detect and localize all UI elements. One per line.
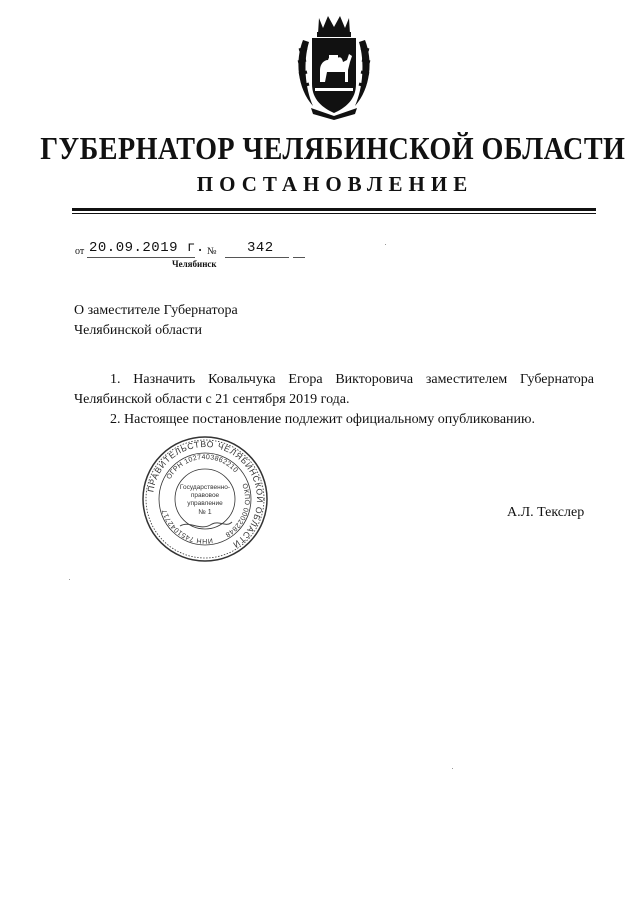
header-rule-thin	[72, 213, 596, 214]
subject-line-1: О заместителе Губернатора	[74, 303, 238, 318]
scan-speck	[385, 244, 386, 245]
document-number: 342	[247, 240, 274, 256]
number-prefix: №	[207, 246, 217, 257]
authority-title: ГУБЕРНАТОР ЧЕЛЯБИНСКОЙ ОБЛАСТИ	[40, 130, 626, 166]
seal-center-line-2: правовое	[190, 492, 220, 499]
seal-center-line-3: управление	[187, 500, 223, 507]
number-underline	[225, 257, 289, 258]
seal-signature-scribble	[180, 522, 232, 527]
document-date: 20.09.2019 г.	[89, 240, 205, 256]
date-underline	[87, 257, 195, 258]
seal-okpo: ОКПО 00022848	[223, 482, 251, 539]
scan-speck	[452, 768, 453, 769]
document-subject	[74, 301, 238, 341]
seal-center-line-4: № 1	[198, 509, 212, 516]
document-type-title: ПОСТАНОВЛЕНИЕ	[196, 172, 474, 196]
body-paragraph-1: 1. Назначить Ковальчука Егора Викторовича заместителем Губернатора Челябинской области с 21 сентября 2019 года.	[74, 372, 594, 407]
seal-ogrn: ОГРН 1027403862210	[165, 453, 240, 481]
date-prefix: от	[75, 246, 85, 257]
number-underline-tail	[293, 257, 305, 258]
subject-line-2: Челябинской области	[74, 323, 202, 338]
date-number-row	[75, 240, 335, 260]
body-paragraph-2: 2. Настоящее постановление подлежит официальному опубликованию.	[110, 412, 535, 427]
coat-of-arms-emblem	[293, 10, 375, 120]
signatory-name: А.Л. Текслер	[507, 505, 585, 520]
svg-text:ОГРН 1027403862210	[166, 454, 239, 481]
seal-inn: ИНН 7451042717	[161, 508, 214, 545]
seal-center-line-1: Государственно-	[179, 484, 231, 491]
seal-outer-text: ПРАВИТЕЛЬСТВО ЧЕЛЯБИНСКОЙ ОБЛАСТИ	[145, 438, 266, 551]
official-seal	[140, 434, 270, 564]
header-rule-thick	[72, 208, 596, 211]
city-label: Челябинск	[172, 259, 217, 269]
scan-speck	[69, 579, 70, 580]
